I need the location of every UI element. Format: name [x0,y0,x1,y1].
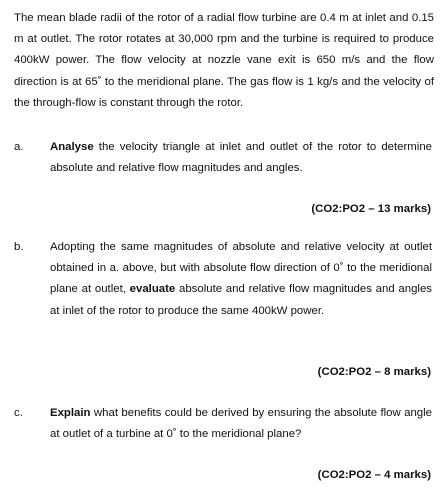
question-letter: c. [14,407,23,419]
question-text [50,137,432,179]
marks-b: (CO2:PO2 – 8 marks) [317,366,431,378]
question-text-rest: absolute and relative flow magnitudes and angles at inlet of the rotor to produce the same 400kW power. [50,283,432,317]
question-text [50,403,432,445]
problem-statement: The mean blade radii of the rotor of a radial flow turbine are 0.4 m at inlet and 0.15 m at outlet. The rotor rotates at 30,000 rpm and the turbine is required to produce 400kW power. The flow velocity at nozzle vane exit is 650 m/s and the flow direction is at 65˚ to the meridional plane. The gas flow is 1 kg/s and the velocity of the through-flow is constant through the rotor. [14,12,434,109]
question-verb: evaluate [129,283,176,296]
question-verb: Analyse [50,141,94,153]
question-letter: b. [14,241,24,253]
question-text-start: Adopting the same magnitudes of absolute and relative velocity at outlet obtained in a. above, but with absolute flow direction of 0˚ to the meridional plane at outlet, [50,241,432,296]
marks-c: (CO2:PO2 – 4 marks) [317,469,431,481]
marks-a: (CO2:PO2 – 13 marks) [311,203,431,215]
question-text [50,237,432,322]
question-letter: a. [14,141,24,153]
question-verb: Explain [50,407,91,419]
question-text-rest: the velocity triangle at inlet and outlet of the rotor to determine absolute and relative flow magnitudes and angles. [50,141,432,175]
question-text-rest: what benefits could be derived by ensuring the absolute flow angle at outlet of a turbine at 0˚ to the meridional plane? [50,407,432,441]
